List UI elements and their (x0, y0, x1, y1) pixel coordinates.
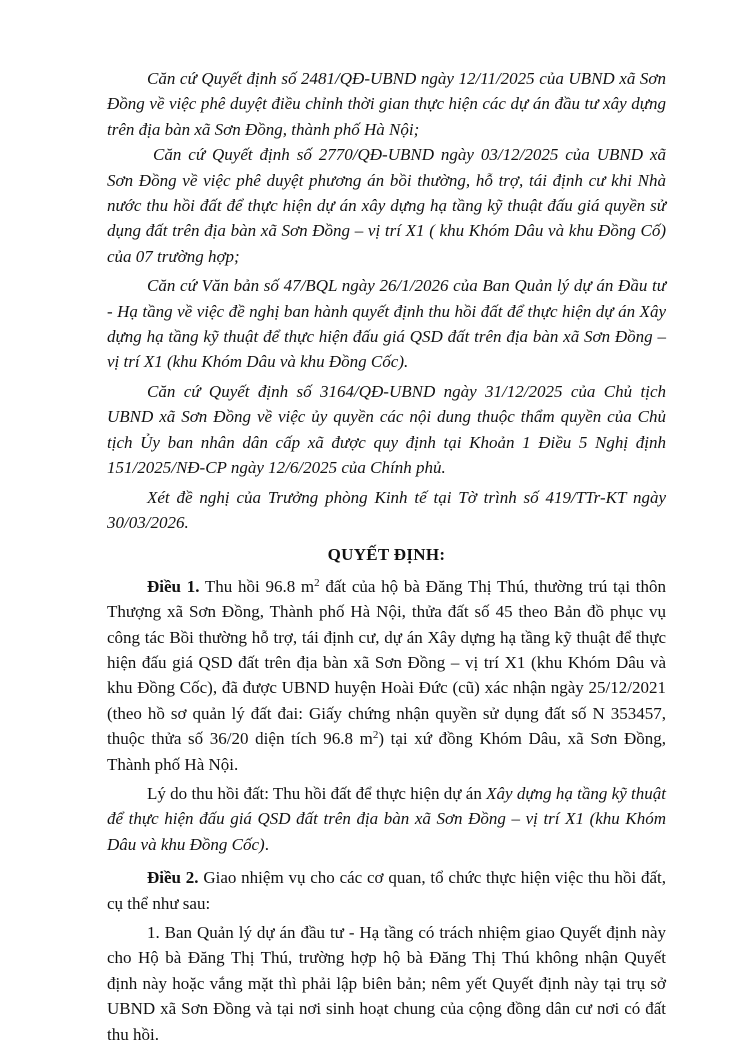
reason-end: . (264, 834, 269, 854)
article-1-text-a: Thu hồi 96.8 m (199, 576, 315, 596)
legal-basis-4: Căn cứ Quyết định số 3164/QĐ-UBND ngày 31/12/2025 của Chủ tịch UBND xã Sơn Đồng về việc ủy quyền các nội dung thuộc thẩm quyền của Chủ tịch Ủy ban nhân dân cấp xã được quy định tại Khoản 1 Điều 5 Nghị định 151/2025/NĐ-CP ngày 12/6/2025 của Chính phủ. (107, 381, 666, 478)
article-1-label: Điều 1. (147, 576, 200, 596)
article-1-text-b: đất của hộ bà Đăng Thị Thú, thường trú tại thôn Thượng xã Sơn Đồng, Thành phố Hà Nội, thửa đất số 45 theo Bản đồ phục vụ công tác Bồi thường hỗ trợ, tái định cư, dự án Xây dựng hạ tầng kỹ thuật để thực hiện đấu giá QSD đất trên địa bàn xã Sơn Đồng – vị trí X1 (khu Khóm Dâu và khu Đồng Cốc), đã được UBND huyện Hoài Đức (cũ) xác nhận ngày 25/12/2021 (theo hồ sơ quản lý đất đai: Giấy chứng nhận quyền sử dụng đất số N 353457, thuộc thửa số 36/20 diện tích 96.8 m (107, 576, 666, 749)
proposal-note: Xét đề nghị của Trưởng phòng Kinh tế tại Tờ trình số 419/TTr-KT ngày 30/03/2026. (107, 487, 666, 532)
article-1 (107, 574, 666, 777)
article-2-item-1: 1. Ban Quản lý dự án đầu tư - Hạ tầng có trách nhiệm giao Quyết định này cho Hộ bà Đăng Thị Thú, trường hợp hộ bà Đăng Thị Thú không nhận Quyết định này hoặc vắng mặt thì phải lập biên bản; nêm yết Quyết định này tại trụ sở UBND xã Sơn Đồng và tại nơi sinh hoạt chung của cộng đồng dân cư nơi có đất thu hồi. (107, 923, 666, 1044)
reason-project: Xây dựng hạ tầng kỹ thuật để thực hiện đấu giá QSD đất trên địa bàn xã Sơn Đồng – vị trí X1 (khu Khóm Dâu và khu Đồng Cốc) (107, 783, 666, 854)
article-2-label: Điều 2. (147, 868, 199, 888)
legal-basis-1: Căn cứ Quyết định số 2481/QĐ-UBND ngày 12/11/2025 của UBND xã Sơn Đồng về việc phê duyệt điều chỉnh thời gian thực hiện các dự án đầu tư xây dựng trên địa bàn xã Sơn Đồng, thành phố Hà Nội; (107, 69, 666, 139)
area-unit-sup-2: 2 (372, 729, 379, 742)
decision-title: QUYẾT ĐỊNH: (327, 545, 446, 565)
article-1-reason (107, 781, 666, 857)
article-2 (107, 865, 666, 916)
legal-basis-3: Căn cứ Văn bản số 47/BQL ngày 26/1/2026 của Ban Quản lý dự án Đầu tư - Hạ tầng về việc đề nghị ban hành quyết định thu hồi đất để thực hiện dự án Xây dựng hạ tầng kỹ thuật để thực hiện đấu giá QSD đất trên địa bàn xã Sơn Đồng – vị trí X1 (khu Khóm Dâu và khu Đồng Cốc). (107, 276, 666, 372)
reason-label: Lý do thu hồi đất: Thu hồi đất để thực hiện dự án (147, 783, 487, 803)
legal-basis-2: Căn cứ Quyết định số 2770/QĐ-UBND ngày 03/12/2025 của UBND xã Sơn Đồng về việc phê duyệt phương án bồi thường, hỗ trợ, tái định cư khi Nhà nước thu hồi đất để thực hiện dự án xây dựng hạ tầng kỹ thuật đấu giá quyền sử dụng đất trên địa bàn xã Sơn Đồng – vị trí X1 ( khu Khóm Dâu và khu Đồng Cố) của 07 trường hợp; (107, 145, 666, 266)
article-2-text: Giao nhiệm vụ cho các cơ quan, tổ chức thực hiện việc thu hồi đất, cụ thể như sau: (107, 868, 667, 913)
article-1-text-c: ) tại xứ đồng Khóm Dâu, xã Sơn Đồng, Thành phố Hà Nội. (107, 729, 666, 774)
area-unit-sup: 2 (314, 576, 320, 589)
